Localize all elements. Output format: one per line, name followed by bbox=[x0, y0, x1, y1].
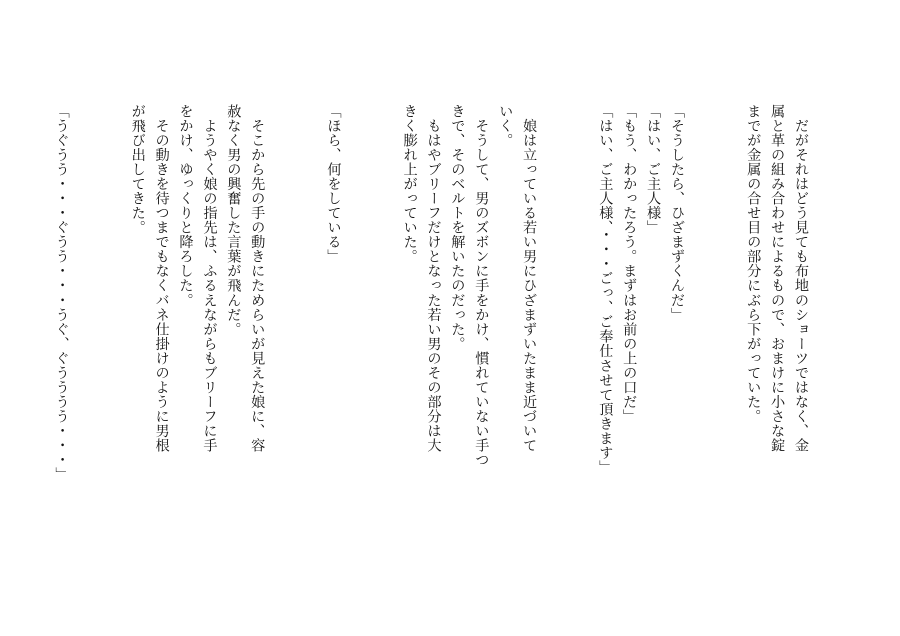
text-line: をかけ、ゆっくりと降ろした。 bbox=[177, 104, 194, 308]
blank-line bbox=[702, 104, 726, 574]
text-line: そこから先の手の動きにためらいが見えた娘に、容 bbox=[249, 104, 266, 453]
text-line: その動きを待つまでもなくバネ仕掛けのように男根 bbox=[153, 104, 170, 453]
text-line: 娘は立っている若い男にひざまずいたまま近づいて bbox=[521, 104, 538, 453]
text-line: 「もう、わかったろう。まずはお前の上の口だ」 bbox=[621, 104, 638, 424]
text-line: 「ほら、何をしている」 bbox=[325, 104, 342, 264]
vertical-text-body bbox=[0, 104, 812, 574]
text-line: だがそれはどう見ても布地のショーツではなく、金 bbox=[793, 104, 809, 453]
text-line: 属と革の組み合わせによるもので、おまけに小さな錠 bbox=[769, 104, 786, 453]
text-line: いく。 bbox=[497, 104, 514, 148]
text-line: ようやく娘の指先は、ふるえながらもブリーフに手 bbox=[201, 104, 218, 453]
text-line: 「はい、ご主人様、・・・ごっ、ご奉仕させて頂きます」 bbox=[597, 104, 614, 475]
blank-line bbox=[359, 104, 383, 574]
text-line: きで、そのベルトを解いたのだった。 bbox=[449, 104, 466, 351]
text-line: 「そうしたら、ひざまずくんだ」 bbox=[669, 104, 686, 322]
text-line: きく膨れ上がっていた。 bbox=[401, 104, 418, 264]
text-line: 「うぐうう・・・ぐうう・・・うぐ、ぐうううう・・・」 bbox=[53, 104, 70, 482]
text-line: 「はい、ご主人様」 bbox=[645, 104, 662, 235]
text-line: そうして、男のズボンに手をかけ、慣れていない手つ bbox=[473, 104, 490, 467]
text-line: までが金属の合せ目の部分にぶら下がっていた。 bbox=[745, 104, 762, 424]
text-line: 赦なく男の興奮した言葉が飛んだ。 bbox=[225, 104, 242, 337]
text-line: もはやブリーフだけとなった若い男のその部分は大 bbox=[425, 104, 442, 453]
blank-line bbox=[87, 104, 111, 574]
blank-line bbox=[554, 104, 578, 574]
blank-line bbox=[282, 104, 306, 574]
text-line: が飛び出してきた。 bbox=[129, 104, 146, 235]
blank-line bbox=[11, 104, 35, 574]
